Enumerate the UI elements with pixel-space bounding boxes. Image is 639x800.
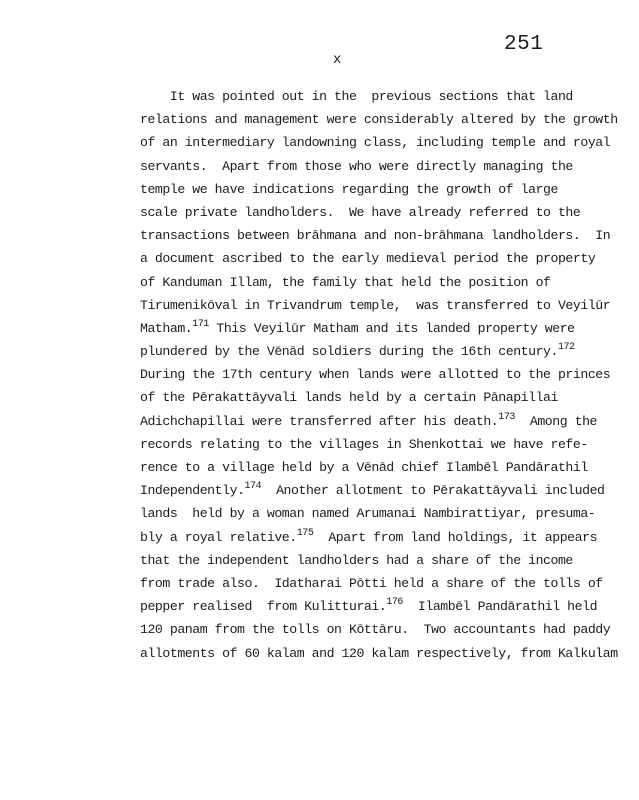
section-heading: x — [333, 52, 342, 68]
text-line: of Kanduman Illam, the family that held the position of — [140, 274, 551, 290]
line-text: bly a royal relative. — [140, 529, 297, 545]
page-number: 251 — [504, 33, 544, 56]
text-line: It was pointed out in the previous sections that land — [140, 89, 573, 104]
text-line — [140, 317, 635, 340]
text-line: relations and management were considerably altered by the growth — [140, 112, 618, 128]
text-line: Tirumenikōval in Trivandrum temple, was transferred to Veyilūr — [140, 297, 611, 313]
line-text: plundered by the Vēnād soldiers during the 16th century. — [140, 344, 558, 360]
text-line: from trade also. Idatharai Pōtti held a share of the tolls of — [140, 575, 603, 591]
footnote-marker: 173 — [498, 411, 515, 423]
text-line: rence to a village held by a Vēnād chief Ilambēl Pandārathil — [140, 460, 588, 475]
text-line: lands held by a woman named Arumanai Nambirattiyar, presuma- — [140, 506, 596, 522]
text-line: records relating to the villages in Shenkottai we have refe- — [140, 436, 588, 452]
text-line: of an intermediary landowning class, including temple and royal — [140, 135, 611, 151]
text-line — [140, 340, 635, 363]
text-line: 120 panam from the tolls on Kōttāru. Two accountants had paddy — [140, 622, 611, 638]
footnote-marker: 171 — [192, 318, 209, 330]
text-line: servants. Apart from those who were directly managing the — [140, 158, 573, 174]
text-line: temple we have indications regarding the growth of large — [140, 181, 558, 197]
line-text: pepper realised from Kulitturai. — [140, 599, 387, 615]
line-text: Ilambēl Pandārathil held — [402, 599, 598, 615]
line-text: Another allotment to Pērakattāyvali included — [261, 483, 605, 499]
text-line: a document ascribed to the early medieval period the property — [140, 251, 596, 267]
text-line: transactions between brāhmana and non-brāhmana landholders. In — [140, 228, 611, 244]
text-line — [140, 479, 635, 502]
line-text: Among the — [514, 413, 598, 429]
footnote-marker: 175 — [296, 527, 314, 539]
text-line — [140, 526, 635, 549]
body-paragraph — [140, 85, 635, 665]
text-line: scale private landholders. We have already referred to the — [140, 204, 581, 220]
text-line: allotments of 60 kalam and 120 kalam respectively, from Kalkulam — [140, 645, 618, 661]
line-text: Apart from land holdings, it appears — [313, 529, 598, 545]
line-text: This Veyilūr Matham and its landed property were — [208, 320, 575, 336]
line-text: Independently. — [140, 483, 245, 499]
text-line — [140, 595, 635, 618]
footnote-marker: 172 — [557, 342, 575, 354]
text-line: During the 17th century when lands were allotted to the princes — [140, 367, 611, 383]
footnote-marker: 174 — [244, 481, 262, 493]
text-line — [140, 410, 635, 433]
footnote-marker: 176 — [386, 597, 403, 609]
line-text: Matham. — [140, 320, 193, 336]
line-text: Adichchapillai were transferred after his death. — [140, 413, 499, 429]
text-line: that the independent landholders had a share of the income — [140, 552, 573, 568]
text-line: of the Pērakattāyvali lands held by a certain Pānapillai — [140, 390, 558, 406]
